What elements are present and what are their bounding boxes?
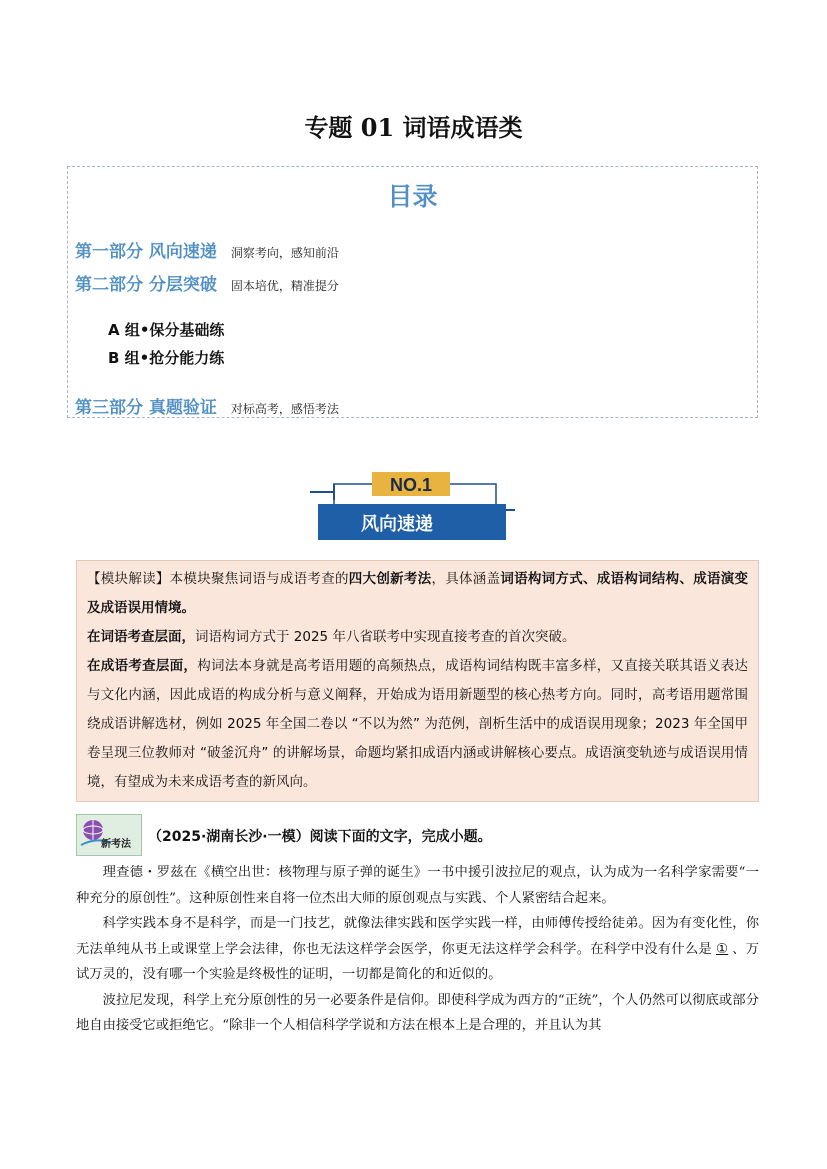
badge-number: NO.1: [389, 475, 433, 495]
toc-part-3: [75, 393, 339, 418]
toc-heading: 目录: [387, 182, 438, 211]
toc-part-title: 第一部分 风向速递: [75, 242, 217, 262]
text: ，具体涵盖: [431, 571, 501, 587]
page-title: 专题 01 词语成语类: [304, 113, 523, 142]
text: 科学实践本身不是科学，而是一门技艺，就像法律实践和医学实践一样，由师傅传授给徒弟。因为有变化性，你无法单纯从书上或课堂上学会法律，你也无法这样学会医学，你更无法这样学会科学。在科学中没有什么是: [76, 916, 759, 957]
toc-group-a: A 组•保分基础练: [108, 321, 225, 339]
module-paragraph-3: [87, 652, 748, 797]
bold-text: 词语构词方式、成语构词结构、成语演变及成语误用情境。: [87, 571, 749, 616]
section-badge: [310, 470, 515, 542]
toc-part-title: 第三部分 真题验证: [75, 398, 217, 418]
badge-label: 风向速递: [361, 514, 433, 535]
toc-group-b: B 组•抢分能力练: [108, 349, 225, 367]
question-instruction: （2025·湖南长沙·一模）阅读下面的文字，完成小题。: [148, 829, 492, 845]
reading-passage: [76, 860, 759, 1039]
toc-part-desc: 固本培优，精准提分: [230, 279, 339, 293]
toc-part-2: [75, 270, 339, 295]
passage-paragraph-2: [76, 911, 759, 988]
bold-text: 在成语考查层面，: [87, 658, 198, 674]
new-method-label: 新考法: [101, 839, 131, 850]
module-paragraph-2: [87, 623, 748, 652]
bold-text: 在词语考查层面，: [87, 629, 195, 645]
text: 【模块解读】本模块聚焦词语与成语考查的: [87, 571, 349, 587]
toc-part-1: [75, 237, 339, 262]
toc-part-desc: 对标高考，感悟考法: [230, 402, 339, 416]
toc-part-desc: 洞察考向，感知前沿: [230, 246, 339, 260]
text: 、万试万灵的，没有哪一个实验是终极性的证明，一切都是简化的和近似的。: [76, 941, 760, 982]
module-paragraph-1: [87, 565, 748, 623]
text: 构词法本身就是高考语用题的高频热点，成语构词结构既丰富多样，又直接关联其语义表达与文化内涵，因此成语的构成分析与意义阐释，开始成为语用新题型的核心热考方向。同时，高考语用题常围绕成语讲解选材，例如 2025 年全国二卷以 “不以为然” 为范例，剖析生活中的成语误用现象；2023 年全国甲卷呈现三位教师对 “破釜沉舟” 的讲解场景，命题均紧扣成语内涵或讲解核心要点。成语演变轨迹与成语误用情境，有望成为未来成语考查的新风向。: [87, 658, 749, 790]
table-of-contents: [67, 166, 758, 418]
bold-text: 四大创新考法: [348, 571, 432, 587]
toc-part-title: 第二部分 分层突破: [75, 275, 217, 295]
section-badge-graphic: [310, 470, 515, 542]
module-interpretation: [76, 560, 759, 802]
blank-1: ①: [716, 941, 729, 957]
passage-paragraph-1: 理查德・罗兹在《横空出世：核物理与原子弹的诞生》一书中援引波拉尼的观点，认为成为一名科学家需要“一种充分的原创性”。这种原创性来自将一位杰出大师的原创观点与实践、个人紧密结合起来。: [76, 865, 759, 906]
new-method-icon: [76, 814, 142, 856]
text: 词语构词方式于 2025 年八省联考中实现直接考查的首次突破。: [195, 629, 576, 645]
passage-paragraph-3: 波拉尼发现，科学上充分原创性的另一必要条件是信仰。即使科学成为西方的“正统”，个人仍然可以彻底或部分地自由接受它或拒绝它。“除非一个人相信科学学说和方法在根本上是合理的，并且认为其: [76, 992, 759, 1033]
